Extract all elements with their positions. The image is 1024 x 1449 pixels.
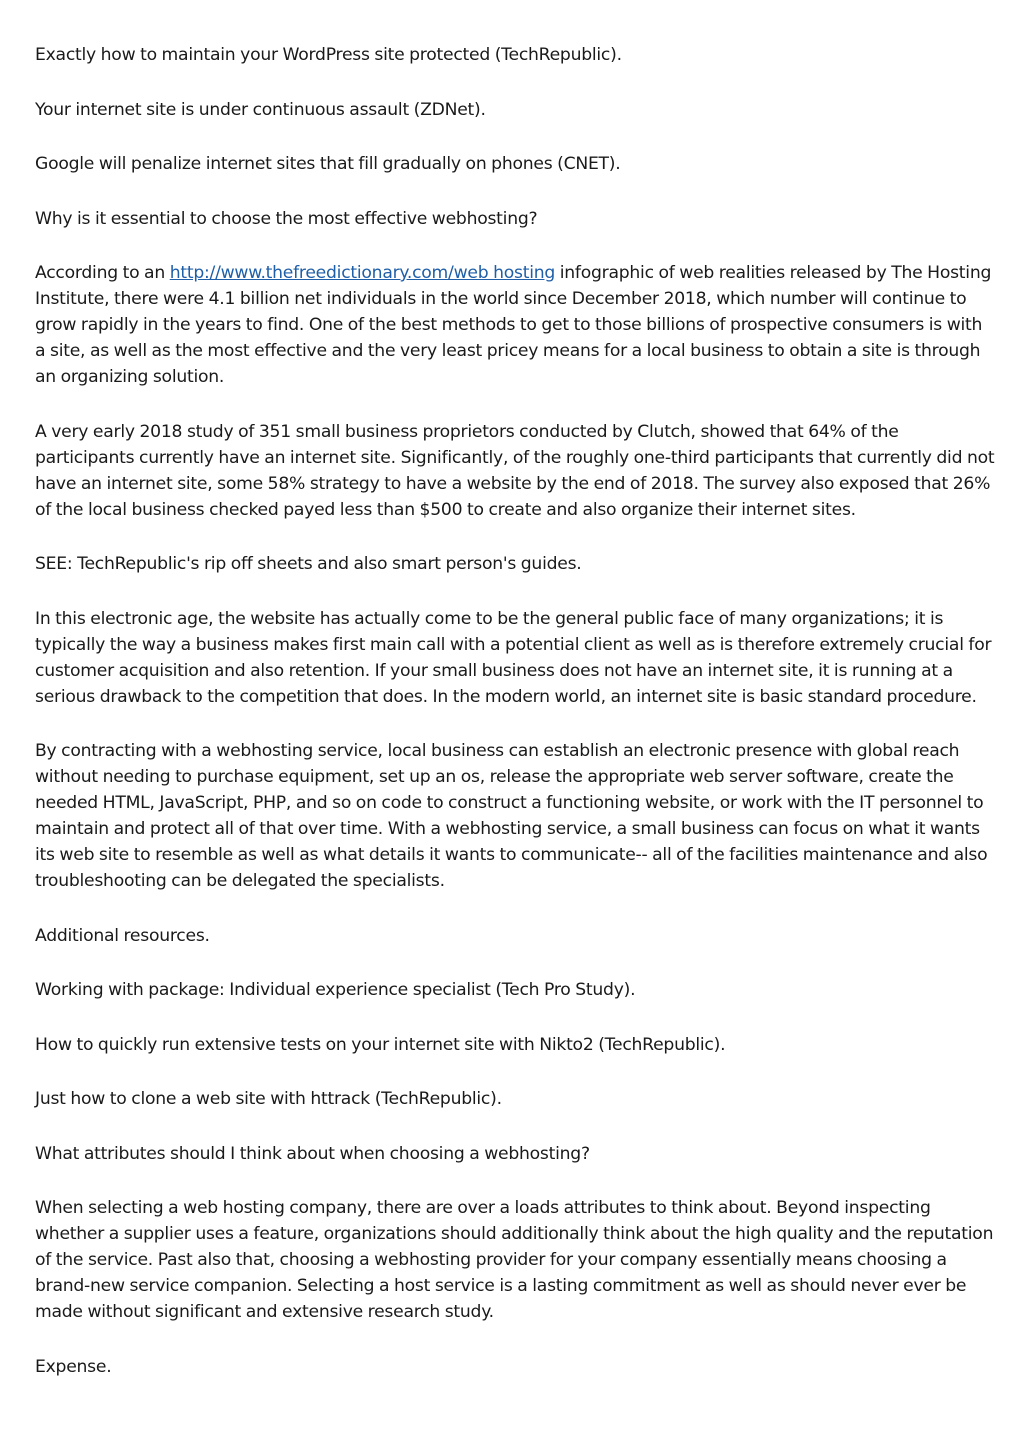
paragraph-5-after: infographic of web realities released by The Hosting Institute, there were 4.1 billion net individuals in the world since December 2018, which number will continue to grow rapidly in the years to find. One of the best methods to get to those billions of prospective consumers is with a site, as well as the most effective and the very least pricey means for a local business to obtain a site is through an organizing solution. bbox=[35, 263, 992, 387]
paragraph-5 bbox=[35, 260, 995, 390]
paragraph-10: Additional resources. bbox=[35, 925, 210, 946]
paragraph-15: When selecting a web hosting company, there are over a loads attributes to think about. Beyond inspecting whether a supplier uses a feature, organizations should additionally think about the high quality and the reputation of the service. Past also that, choosing a webhosting provider for your company essentially means choosing a brand-new service companion. Selecting a host service is a lasting commitment as well as should never ever be made without significant and extensive research study. bbox=[35, 1198, 994, 1322]
freedictionary-link[interactable]: http://www.thefreedictionary.com/web hosting bbox=[169, 263, 556, 283]
paragraph-16: Expense. bbox=[35, 1356, 112, 1377]
paragraph-4: Why is it essential to choose the most effective webhosting? bbox=[35, 208, 538, 229]
paragraph-6: A very early 2018 study of 351 small business proprietors conducted by Clutch, showed that 64% of the participants currently have an internet site. Significantly, of the roughly one-third participants that currently did not have an internet site, some 58% strategy to have a website by the end of 2018. The survey also exposed that 26% of the local business checked payed less than $500 to create and also organize their internet sites. bbox=[35, 421, 995, 520]
paragraph-5-before: According to an bbox=[35, 263, 170, 283]
document-body bbox=[35, 42, 995, 1408]
paragraph-7: SEE: TechRepublic's rip off sheets and also smart person's guides. bbox=[35, 554, 582, 574]
paragraph-13: Just how to clone a web site with httrack (TechRepublic). bbox=[35, 1089, 502, 1109]
paragraph-11: Working with package: Individual experience specialist (Tech Pro Study). bbox=[35, 980, 636, 1000]
paragraph-2: Your internet site is under continuous assault (ZDNet). bbox=[35, 99, 486, 120]
paragraph-3: Google will penalize internet sites that fill gradually on phones (CNET). bbox=[35, 154, 621, 174]
paragraph-12: How to quickly run extensive tests on your internet site with Nikto2 (TechRepublic). bbox=[35, 1034, 726, 1055]
paragraph-14: What attributes should I think about when choosing a webhosting? bbox=[35, 1143, 590, 1164]
paragraph-8: In this electronic age, the website has actually come to be the general public face of many organizations; it is typically the way a business makes first main call with a potential client as well as is therefore extremely crucial for customer acquisition and also retention. If your small business does not have an internet site, it is running at a serious drawback to the competition that does. In the modern world, an internet site is basic standard procedure. bbox=[35, 608, 992, 707]
paragraph-1: Exactly how to maintain your WordPress site protected (TechRepublic). bbox=[35, 45, 622, 65]
paragraph-9: By contracting with a webhosting service, local business can establish an electronic presence with global reach without needing to purchase equipment, set up an os, release the appropriate web server software, create the needed HTML, JavaScript, PHP, and so on code to construct a functioning website, or work with the IT personnel to maintain and protect all of that over time. With a webhosting service, a small business can focus on what it wants its web site to resemble as well as what details it wants to communicate-- all of the facilities maintenance and also troubleshooting can be delegated the specialists. bbox=[35, 741, 988, 891]
